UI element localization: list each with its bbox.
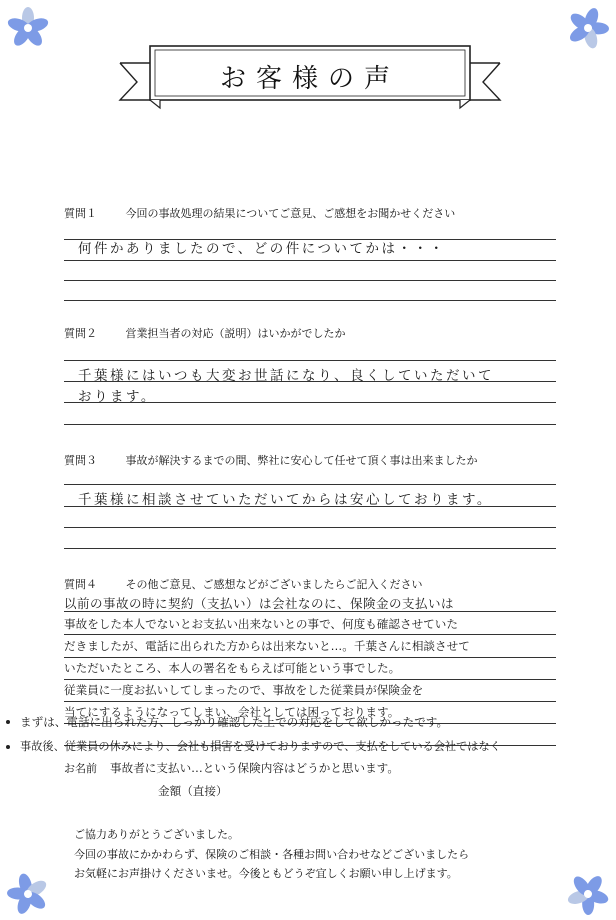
question-4 xyxy=(64,576,423,592)
answer-4-line-6: 当てにするようになってしまい、会社としては困っております。 xyxy=(64,705,400,719)
answer-rule xyxy=(64,527,556,528)
answer-rule xyxy=(64,381,556,382)
extra-note-3: 事故者に支払い…という保険内容はどうかと思います。 xyxy=(110,761,399,775)
name-value: 金額（直接） xyxy=(158,784,228,798)
answer-rule xyxy=(64,360,556,361)
question-3 xyxy=(64,452,478,468)
question-text: その他ご意見、ご感想などがございましたらご記入ください xyxy=(125,578,423,591)
title-banner xyxy=(115,38,505,118)
name-label: お名前 xyxy=(64,762,97,775)
question-text: 営業担当者の対応（説明）はいかがでしたか xyxy=(125,327,346,340)
answer-rule xyxy=(64,634,556,635)
answer-rule xyxy=(64,679,556,680)
bullet-icon xyxy=(6,720,10,724)
question-2 xyxy=(64,325,346,341)
bullet-icon xyxy=(6,745,10,749)
answer-rule xyxy=(64,424,556,425)
extra-note-2: 事故後、従業員の休みにより、会社も損害を受けておりますので、支払をしている会社ではなく xyxy=(20,740,501,753)
answer-3-line-1: 千葉様に相談させていただいてからは安心しております。 xyxy=(78,492,493,508)
answer-4-line-2: 事故をした本人でないとお支払い出来ないとの事で、何度も確認させていた xyxy=(64,617,458,631)
flower-decoration-icon xyxy=(4,4,52,52)
question-number: 質問２ xyxy=(64,327,97,340)
answer-rule xyxy=(64,300,556,301)
answer-4-line-4: いただいたところ、本人の署名をもらえば可能という事でした。 xyxy=(64,661,401,675)
answer-rule xyxy=(64,239,556,240)
answer-rule xyxy=(64,260,556,261)
extra-note-1: まずは、電話に出られた方、しっかり確認した上での対応をして欲しかったです。 xyxy=(20,715,449,729)
page-title: お客様の声 xyxy=(219,64,400,94)
answer-4-line-1: 以前の事故の時に契約（支払い）は会社なのに、保険金の支払いは xyxy=(64,596,455,611)
answer-rule xyxy=(64,402,556,403)
answer-4-line-3: だきましたが、電話に出られた方からは出来ないと…。千葉さんに相談させて xyxy=(64,639,470,653)
question-text: 事故が解決するまでの間、弊社に安心して任せて頂く事は出来ましたか xyxy=(125,454,478,467)
question-number: 質問１ xyxy=(64,207,97,220)
answer-2-line-1: 千葉様にはいつも大変お世話になり、良くしていただいて xyxy=(78,368,494,384)
answer-1-line-1: 何件かありましたので、どの件についてかは・・・ xyxy=(78,241,446,257)
answer-4-line-5: 従業員に一度お払いしてしまったので、事故をした従業員が保険金を xyxy=(64,683,424,697)
flower-decoration-icon xyxy=(564,870,612,918)
answer-2-line-2: おります。 xyxy=(78,389,157,405)
answer-rule xyxy=(64,657,556,658)
question-text: 今回の事故処理の結果についてご意見、ご感想をお聞かせください xyxy=(125,207,456,220)
answer-rule xyxy=(64,484,556,485)
flower-decoration-icon xyxy=(4,870,52,918)
question-number: 質問３ xyxy=(64,454,97,467)
flower-decoration-icon xyxy=(564,4,612,52)
answer-rule xyxy=(64,280,556,281)
answer-rule xyxy=(64,548,556,549)
question-number: 質問４ xyxy=(64,578,97,591)
closing-line-1: ご協力ありがとうございました。 xyxy=(74,828,239,841)
answer-rule xyxy=(64,701,556,702)
answer-rule xyxy=(64,506,556,507)
closing-line-2: 今回の事故にかかわらず、保険のご相談・各種お問い合わせなどございましたら xyxy=(74,848,470,861)
closing-line-3: お気軽にお声掛けくださいませ。今後ともどうぞ宜しくお願い申し上げます。 xyxy=(74,867,458,880)
question-1 xyxy=(64,205,455,221)
